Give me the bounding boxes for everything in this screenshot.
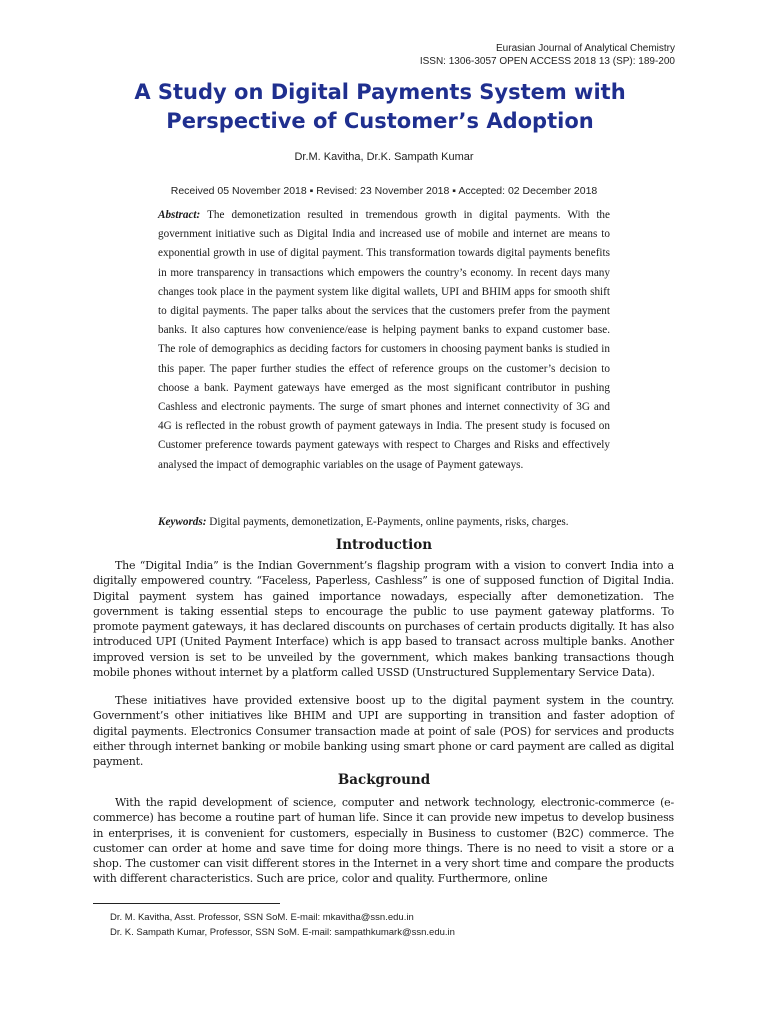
keywords-text: Digital payments, demonetization, E-Payments, online payments, risks, charges. xyxy=(206,516,569,528)
publication-dates: Received 05 November 2018 ▪ Revised: 23 November 2018 ▪ Accepted: 02 December 2018 xyxy=(170,185,598,197)
introduction-heading: Introduction xyxy=(335,537,433,553)
journal-header xyxy=(420,42,675,68)
footnotes xyxy=(110,910,455,940)
paper-title xyxy=(0,78,768,136)
introduction-section xyxy=(93,558,674,680)
background-paragraph-1: With the rapid development of science, computer and network technology, electronic-commerce (e-commerce) has become a routine part of human life. Since it can provide new impetus to develop business in enterprises, it is convenient for customers, especially in Business to customer (B2C) commerce. The customer can order at home and save time for doing more things. There is no need to visit a store or a shop. The customer can visit different stores in the Internet in a very short time and compare the products with different characteristics. Such are price, color and quality. Furthermore, online xyxy=(93,796,674,886)
background-heading: Background xyxy=(337,772,431,788)
abstract-text: The demonetization resulted in tremendous growth in digital payments. With the government initiative such as Digital India and increased use of mobile and internet are means to exponential growth in use of digital payment. This transformation towards digital payments benefits in more transparency in transactions which empowers the country’s economy. In recent days many changes took place in the payment system like digital wallets, UPI and BHIM apps for smooth shift to digital payments. The paper talks about the services that the customers prefer from the payment banks. It also captures how convenience/ease is helping payment banks to expand customer base. The role of demographics as deciding factors for customers in choosing payment banks is studied in this paper. The paper further studies the effect of reference groups on the customer’s decision to choose a bank. Payment gateways have emerged as the most significant contributor in pushing Cashless and electronic payments. The surge of smart phones and internet connectivity of 3G and 4G is reflected in the robust growth of payment gateways in India. The present study is focused on Customer preference towards payment gateways with respect to Charges and Risks and effectively analysed the impact of demographic variables on the usage of Payment gateways. xyxy=(158,209,610,471)
introduction-paragraph-1: The “Digital India” is the Indian Government’s flagship program with a vision to convert India into a digitally empowered country. “Faceless, Paperless, Cashless” is one of supposed function of Digital India. Digital payment system has gained importance nowadays, especially after demonetization. The government is taking essential steps to encourage the public to use payment gateway platforms. To promote payment gateways, it has declared discounts on purchases of certain products digitally. It has also introduced UPI (United Payment Interface) which is app based to transact across multiple banks. Another improved version is set to be unveiled by the government, which makes banking transactions though mobile phones without internet by a platform called USSD (Unstructured Supplementary Service Data). xyxy=(93,559,674,680)
background-section xyxy=(93,795,674,887)
keywords-label: Keywords: xyxy=(158,516,207,528)
footnote-2: Dr. K. Sampath Kumar, Professor, SSN SoM. E-mail: sampathkumark@ssn.edu.in xyxy=(110,927,455,938)
keywords xyxy=(158,515,618,529)
footnote-1: Dr. M. Kavitha, Asst. Professor, SSN SoM. E-mail: mkavitha@ssn.edu.in xyxy=(110,912,414,923)
introduction-paragraph-2: These initiatives have provided extensive boost up to the digital payment system in the country. Government’s other initiatives like BHIM and UPI are supporting in transition and faster adoption of digital payments. Electronics Consumer transaction made at point of sale (POS) for services and products either through internet banking or mobile banking using smart phone or card payment are called as digital payment. xyxy=(93,694,674,769)
journal-issue: ISSN: 1306-3057 OPEN ACCESS 2018 13 (SP): 189-200 xyxy=(419,56,675,67)
footnote-divider xyxy=(93,903,280,904)
introduction-section-2 xyxy=(93,693,674,769)
title-line-2: Perspective of Customer’s Adoption xyxy=(166,109,594,133)
abstract xyxy=(158,206,610,475)
authors: Dr.M. Kavitha, Dr.K. Sampath Kumar xyxy=(294,151,474,163)
title-line-1: A Study on Digital Payments System with xyxy=(134,80,626,104)
journal-name: Eurasian Journal of Analytical Chemistry xyxy=(496,43,675,54)
abstract-label: Abstract: xyxy=(158,209,201,221)
